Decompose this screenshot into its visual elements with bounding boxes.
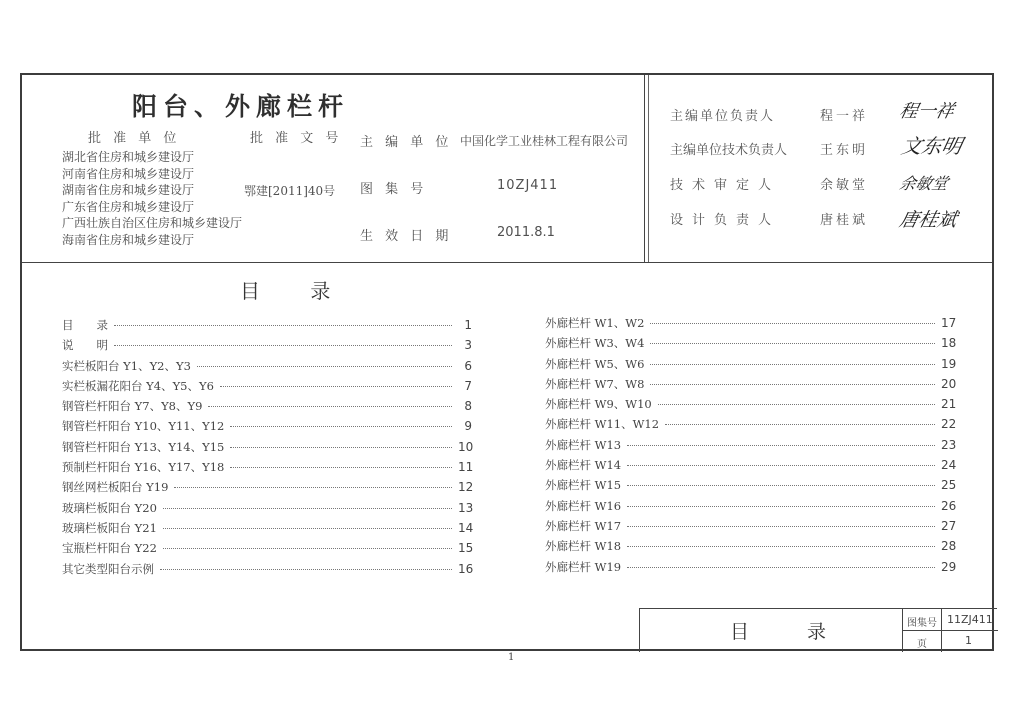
toc-entry-label: 外廊栏杆 W15	[545, 478, 622, 493]
toc-leader-dots	[114, 325, 452, 326]
header-divider-inner	[648, 75, 649, 262]
toc-leader-dots	[627, 546, 935, 547]
signature-image: 唐桂斌	[897, 209, 960, 231]
toc-entry-page: 23	[941, 437, 957, 452]
responsibility-name: 程一祥	[820, 109, 869, 124]
header-divider	[644, 75, 645, 262]
responsibility-role: 主编单位技术负责人	[670, 143, 788, 158]
toc-entry-page: 12	[458, 480, 474, 495]
responsibility-row	[670, 139, 880, 158]
responsibility-row	[670, 105, 880, 124]
toc-entry	[62, 317, 472, 337]
toc-right-column	[545, 315, 955, 579]
toc-entry	[545, 315, 955, 335]
toc-entry-label: 实栏板漏花阳台 Y4、Y5、Y6	[62, 378, 214, 393]
toc-entry	[62, 337, 472, 357]
toc-leader-dots	[197, 366, 452, 367]
toc-leader-dots	[665, 424, 935, 425]
toc-entry	[62, 500, 472, 520]
toc-leader-dots	[650, 384, 935, 385]
toc-entry-label: 预制栏杆阳台 Y16、Y17、Y18	[62, 460, 225, 475]
toc-leader-dots	[163, 548, 452, 549]
toc-entry-page: 14	[458, 520, 474, 535]
toc-entry	[545, 498, 955, 518]
approval-unit: 广东省住房和城乡建设厅	[62, 199, 195, 214]
toc-entry-page: 18	[941, 336, 957, 351]
editor-unit-label: 主 编 单 位	[360, 135, 453, 150]
responsibility-role: 设计负责人	[670, 213, 781, 228]
toc-leader-dots	[658, 404, 935, 405]
toc-entry-label: 外廊栏杆 W18	[545, 539, 622, 554]
atlas-no-value: 11ZJ411	[947, 613, 993, 626]
toc-entry	[545, 437, 955, 457]
toc-entry-page: 8	[464, 399, 472, 414]
toc-entry-label: 玻璃栏板阳台 Y20	[62, 500, 157, 515]
responsibility-name: 余敏堂	[820, 178, 869, 193]
toc-entry-page: 22	[941, 417, 957, 432]
approval-doc-label: 批 准 文 号	[250, 131, 343, 146]
toc-entry-page: 11	[458, 460, 474, 475]
toc-entry-label: 玻璃栏板阳台 Y21	[62, 520, 157, 535]
toc-entry-page: 15	[458, 541, 474, 556]
toc-entry-label: 目 录	[62, 318, 108, 332]
toc-leader-dots	[627, 506, 935, 507]
toc-entry-page: 3	[464, 338, 472, 353]
toc-leader-dots	[208, 406, 452, 407]
responsibility-role: 技术审定人	[670, 178, 781, 193]
toc-entry	[545, 477, 955, 497]
approval-doc-value: 鄂建[2011]40号	[244, 184, 336, 198]
toc-entry-page: 10	[458, 439, 474, 454]
toc-entry	[545, 559, 955, 579]
toc-leader-dots	[160, 569, 452, 570]
toc-leader-dots	[174, 487, 452, 488]
toc-entry-label: 外廊栏杆 W7、W8	[545, 376, 645, 391]
responsibility-row	[670, 174, 880, 193]
approval-unit-list	[62, 149, 242, 249]
toc-entry	[62, 459, 472, 479]
toc-leader-dots	[163, 528, 452, 529]
toc-entry-label: 外廊栏杆 W11、W12	[545, 417, 660, 432]
signature-image: 文东明	[899, 134, 965, 158]
footer-page-number: 1	[508, 652, 515, 663]
toc-entry-label: 外廊栏杆 W14	[545, 458, 622, 473]
toc-entry	[545, 457, 955, 477]
toc-entry	[62, 378, 472, 398]
toc-leader-dots	[650, 323, 935, 324]
toc-entry-page: 26	[941, 498, 957, 513]
toc-leader-dots	[650, 364, 935, 365]
toc-leader-dots	[627, 567, 935, 568]
drawing-frame	[20, 73, 994, 651]
toc-entry	[545, 356, 955, 376]
toc-entry-page: 29	[941, 559, 957, 574]
toc-entry-page: 17	[941, 316, 957, 330]
page-value: 1	[965, 634, 972, 647]
toc-entry-label: 钢丝网栏板阳台 Y19	[62, 480, 169, 495]
toc-leader-dots	[650, 343, 935, 344]
toc-leader-dots	[627, 445, 935, 446]
toc-entry	[62, 520, 472, 540]
responsibility-role: 主编单位负责人	[670, 109, 776, 124]
atlas-title: 阳台、外廊栏杆	[132, 92, 350, 121]
toc-entry	[62, 439, 472, 459]
toc-leader-dots	[114, 345, 452, 346]
title-block	[639, 608, 997, 652]
toc-entry-label: 其它类型阳台示例	[62, 561, 154, 576]
signature-image: 余敏堂	[897, 174, 950, 193]
toc-leader-dots	[230, 426, 452, 427]
grid-line	[903, 630, 998, 631]
toc-entry-page: 20	[941, 376, 957, 391]
toc-entry-page: 28	[941, 539, 957, 554]
toc-entry	[62, 398, 472, 418]
toc-entry-label: 外廊栏杆 W1、W2	[545, 316, 645, 330]
toc-entry-label: 钢管栏杆阳台 Y7、Y8、Y9	[62, 399, 203, 414]
approval-unit: 湖北省住房和城乡建设厅	[62, 150, 195, 164]
toc-leader-dots	[627, 485, 935, 486]
toc-entry-page: 19	[941, 356, 957, 371]
toc-entry-page: 9	[464, 419, 472, 434]
toc-entry-label: 外廊栏杆 W16	[545, 498, 622, 513]
toc-entry-label: 外廊栏杆 W3、W4	[545, 336, 645, 351]
toc-entry-label: 外廊栏杆 W9、W10	[545, 397, 652, 412]
page-label: 页	[917, 639, 927, 650]
toc-entry-label: 外廊栏杆 W5、W6	[545, 356, 645, 371]
toc-entry-label: 外廊栏杆 W19	[545, 559, 622, 574]
atlas-no-label: 图集号	[907, 618, 937, 629]
toc-entry-page: 21	[941, 397, 957, 412]
header-bottom-line	[22, 262, 992, 263]
toc-entry-page: 7	[464, 378, 472, 393]
title-block-grid	[902, 609, 998, 652]
toc-entry-label: 外廊栏杆 W17	[545, 518, 622, 533]
toc-entry-page: 16	[458, 561, 474, 576]
responsibility-name: 唐桂斌	[820, 213, 869, 228]
grid-line	[941, 609, 942, 652]
toc-left-column	[62, 317, 472, 581]
toc-entry	[62, 418, 472, 438]
toc-entry-page: 24	[941, 458, 957, 473]
atlas-no-label: 图 集 号	[360, 182, 428, 197]
toc-entry-page: 25	[941, 478, 957, 493]
title-block-name: 目 录	[730, 621, 853, 643]
toc-leader-dots	[230, 447, 452, 448]
approval-unit: 河南省住房和城乡建设厅	[62, 166, 195, 181]
toc-entry	[545, 376, 955, 396]
toc-entry	[545, 396, 955, 416]
approval-unit: 广西壮族自治区住房和城乡建设厅	[62, 216, 243, 231]
atlas-no-value: 10ZJ411	[497, 178, 559, 193]
toc-entry-page: 1	[464, 318, 472, 332]
toc-entry-label: 钢管栏杆阳台 Y13、Y14、Y15	[62, 439, 225, 454]
toc-leader-dots	[163, 508, 452, 509]
toc-leader-dots	[627, 465, 935, 466]
toc-leader-dots	[230, 467, 452, 468]
toc-entry	[545, 416, 955, 436]
toc-title: 目 录	[240, 279, 353, 303]
toc-entry-page: 13	[458, 500, 474, 515]
toc-leader-dots	[627, 526, 935, 527]
approval-unit-label: 批 准 单 位	[88, 131, 181, 146]
toc-entry-label: 宝瓶栏杆阳台 Y22	[62, 541, 157, 556]
toc-entry	[62, 358, 472, 378]
toc-entry	[545, 518, 955, 538]
toc-entry	[545, 538, 955, 558]
editor-unit-value: 中国化学工业桂林工程有限公司	[460, 134, 629, 148]
toc-entry-label: 钢管栏杆阳台 Y10、Y11、Y12	[62, 419, 225, 434]
toc-entry-label: 外廊栏杆 W13	[545, 437, 622, 452]
effective-date-label: 生 效 日 期	[360, 229, 453, 244]
signature-image: 程一祥	[897, 101, 956, 122]
toc-entry-page: 27	[941, 518, 957, 533]
approval-unit: 海南省住房和城乡建设厅	[62, 232, 195, 247]
toc-entry	[62, 561, 472, 581]
approval-unit: 湖南省住房和城乡建设厅	[62, 183, 195, 198]
toc-entry-page: 6	[464, 358, 472, 373]
toc-entry-label: 说 明	[62, 338, 108, 353]
toc-entry	[62, 479, 472, 499]
toc-leader-dots	[220, 386, 452, 387]
responsibility-row	[670, 209, 880, 228]
toc-entry	[62, 540, 472, 560]
effective-date-value: 2011.8.1	[497, 225, 555, 240]
toc-entry-label: 实栏板阳台 Y1、Y2、Y3	[62, 358, 191, 373]
toc-entry	[545, 335, 955, 355]
responsibility-name: 王东明	[820, 143, 869, 158]
